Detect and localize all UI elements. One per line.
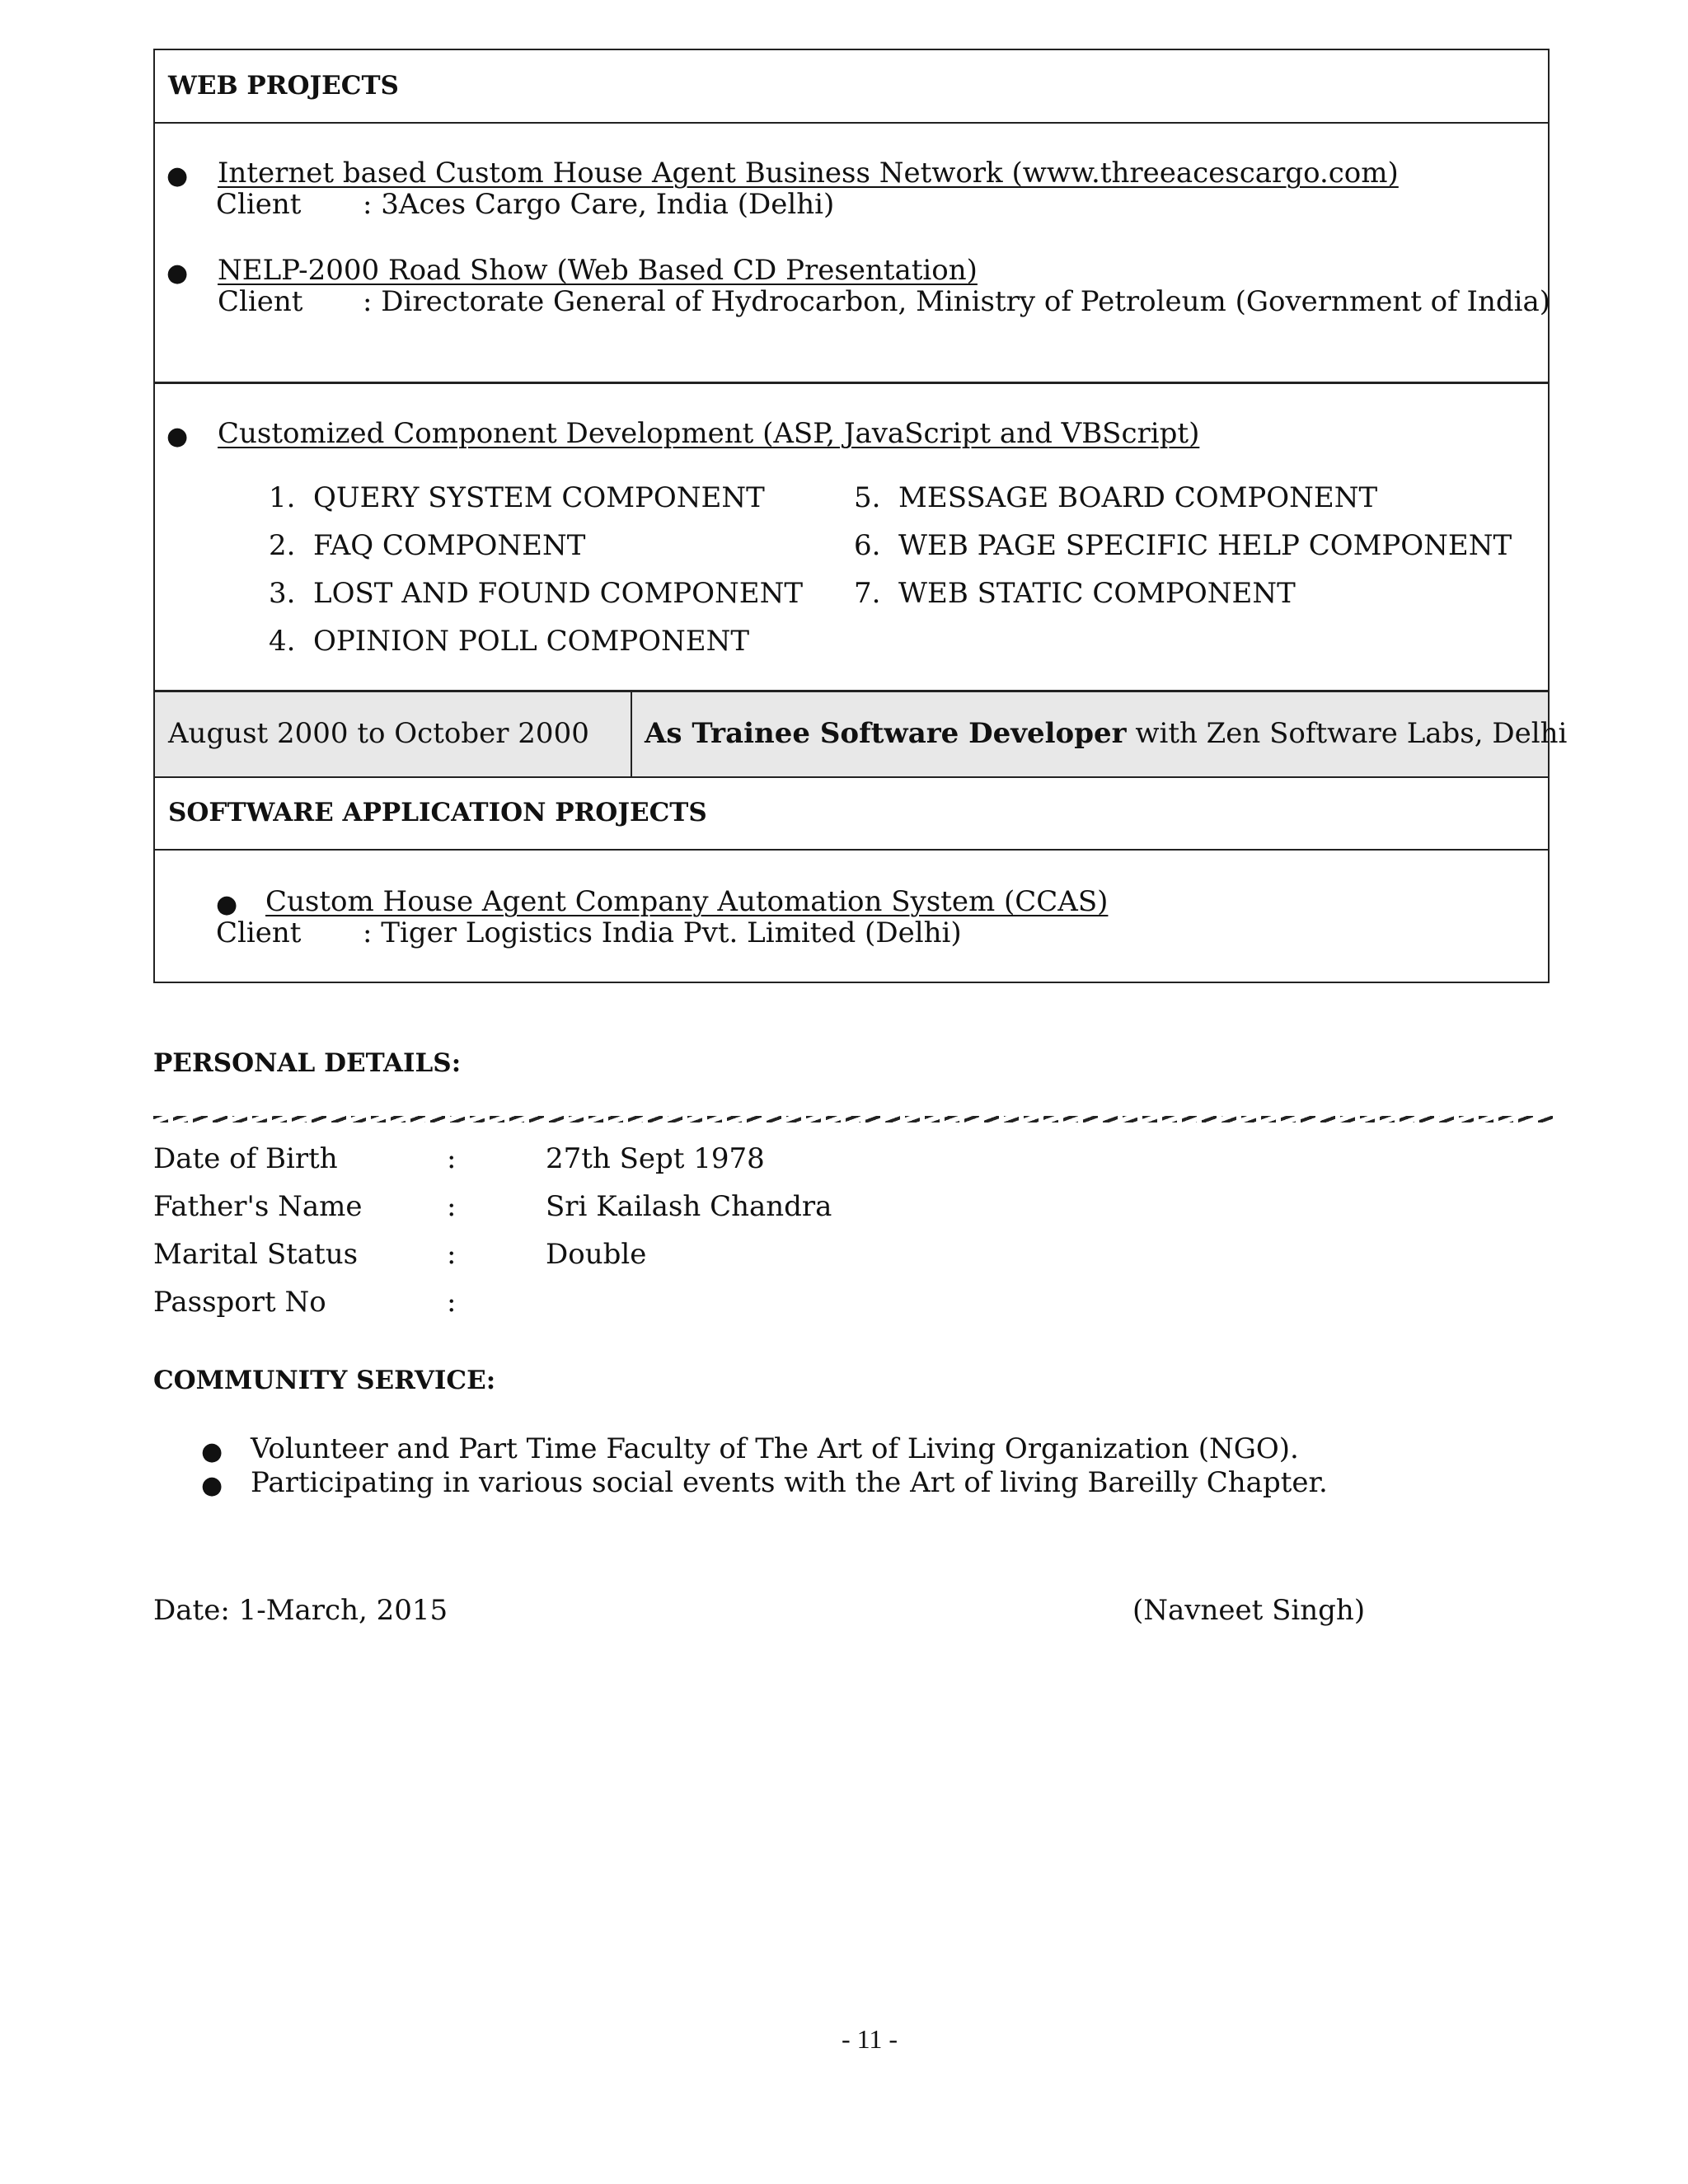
software-projects-heading: SOFTWARE APPLICATION PROJECTS — [168, 798, 707, 827]
component-item: 4. OPINION POLL COMPONENT — [269, 625, 750, 658]
signature-name: (Navneet Singh) — [1132, 1594, 1366, 1627]
community-item: Participating in various social events with the Art of living Bareilly Chapter. — [251, 1466, 1328, 1499]
project-title: Internet based Custom House Agent Business Network (www.threeacescargo.com) — [218, 157, 1399, 190]
detail-label: Passport No — [153, 1286, 326, 1319]
detail-value: Sri Kailash Chandra — [546, 1190, 832, 1223]
web-projects-heading: WEB PROJECTS — [168, 71, 399, 101]
detail-value: 27th Sept 1978 — [546, 1142, 765, 1175]
personal-details-heading: PERSONAL DETAILS: — [153, 1048, 462, 1078]
detail-separator: : — [447, 1286, 457, 1319]
component-item: 3. LOST AND FOUND COMPONENT — [269, 577, 804, 610]
job-role: As Trainee Software Developer — [645, 717, 1127, 750]
component-item: 5. MESSAGE BOARD COMPONENT — [854, 481, 1378, 514]
table-bottom-border — [153, 982, 1550, 983]
table-top-border — [153, 49, 1550, 50]
bullet-icon: ● — [216, 890, 238, 919]
job-company: with Zen Software Labs, Delhi — [1126, 717, 1568, 750]
community-item: Volunteer and Part Time Faculty of The Art of Living Organization (NGO). — [251, 1432, 1299, 1465]
component-item: 2. FAQ COMPONENT — [269, 529, 586, 562]
client-label: Client — [218, 285, 303, 318]
row-divider — [153, 776, 1550, 778]
project-title: Custom House Agent Company Automation System (CCAS) — [265, 885, 1109, 918]
component-item: 7. WEB STATIC COMPONENT — [854, 577, 1296, 610]
row-divider — [153, 690, 1550, 692]
signature-date: Date: 1-March, 2015 — [153, 1594, 448, 1627]
bullet-icon: ● — [201, 1471, 223, 1500]
bullet-icon: ● — [166, 259, 189, 288]
detail-label: Date of Birth — [153, 1142, 338, 1175]
bullet-icon: ● — [201, 1437, 223, 1466]
detail-separator: : — [447, 1238, 457, 1271]
bullet-icon: ● — [166, 422, 189, 451]
page-number: - 11 - — [841, 2024, 898, 2054]
job-description — [645, 717, 1567, 750]
client-label: Client — [216, 916, 302, 949]
dotted-divider — [153, 1116, 1553, 1122]
job-row-divider — [631, 691, 632, 777]
detail-separator: : — [447, 1190, 457, 1223]
bullet-icon: ● — [166, 162, 189, 190]
client-label: Client — [216, 188, 302, 221]
community-service-heading: COMMUNITY SERVICE: — [153, 1366, 496, 1395]
row-divider — [153, 382, 1550, 384]
client-value: : Directorate General of Hydrocarbon, Ministry of Petroleum (Government of India) — [363, 285, 1551, 318]
client-value: : Tiger Logistics India Pvt. Limited (Delhi) — [363, 916, 962, 949]
row-divider — [153, 122, 1550, 124]
component-item: 6. WEB PAGE SPECIFIC HELP COMPONENT — [854, 529, 1512, 562]
components-title: Customized Component Development (ASP, JavaScript and VBScript) — [218, 417, 1200, 450]
row-divider — [153, 849, 1550, 851]
client-value: : 3Aces Cargo Care, India (Delhi) — [363, 188, 835, 221]
project-title: NELP-2000 Road Show (Web Based CD Presentation) — [218, 254, 978, 287]
detail-separator: : — [447, 1142, 457, 1175]
detail-label: Father's Name — [153, 1190, 363, 1223]
detail-label: Marital Status — [153, 1238, 359, 1271]
job-period: August 2000 to October 2000 — [168, 717, 589, 750]
component-item: 1. QUERY SYSTEM COMPONENT — [269, 481, 765, 514]
detail-value: Double — [546, 1238, 647, 1271]
